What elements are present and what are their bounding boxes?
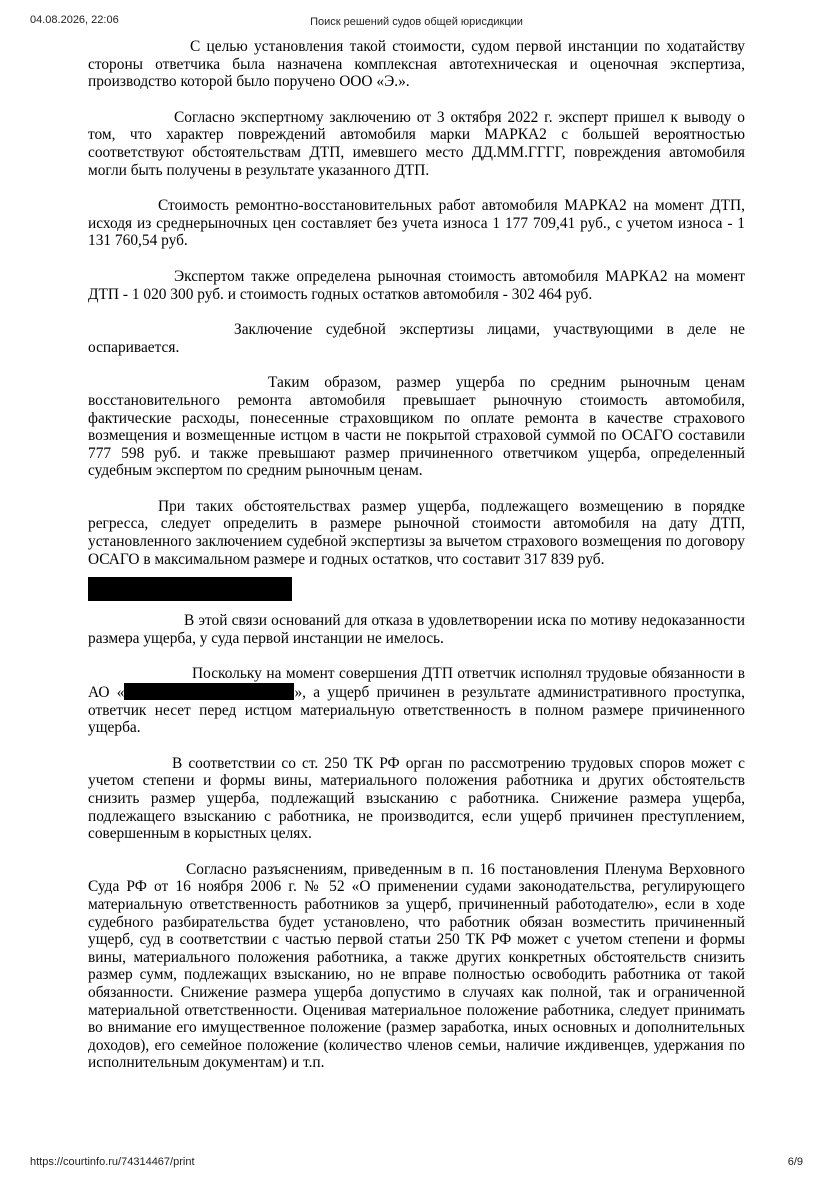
- redaction-company-name: [124, 683, 294, 700]
- paragraph-labor-duties-start: Поскольку на момент совершения ДТП ответчик исполнял трудовые обязанности в АО «: [88, 665, 745, 702]
- paragraph-expertise-appointed: С целью установления такой стоимости, судом первой инстанции по ходатайству стороны ответчика была назначена комплексная автотехническая и оценочная экспертиза, производство которой было поручено ООО «Э.».: [88, 38, 745, 91]
- page-number: 6/9: [787, 1156, 803, 1168]
- paragraph-repair-cost: Стоимость ремонтно-восстановительных работ автомобиля МАРКА2 на момент ДТП, исходя из среднерыночных цен составляет без учета износа 1 177 709,41 руб., с учетом износа - 1 131 760,54 руб.: [88, 197, 745, 250]
- redaction-block: [88, 577, 292, 601]
- paragraph-not-disputed: Заключение судебной экспертизы лицами, участвующими в деле не оспаривается.: [88, 321, 745, 356]
- document-body: [88, 38, 745, 1072]
- page-title: Поиск решений судов общей юрисдикции: [310, 16, 523, 28]
- paragraph-article-250: В соответствии со ст. 250 ТК РФ орган по рассмотрению трудовых споров может с учетом степени и формы вины, материального положения работника и других обстоятельств снизить размер ущерба, подлежащий взысканию с работника. Снижение размера ущерба, подлежащего взысканию с работника, не производится, если ущерб причинен преступлением, совершенным в корыстных целях.: [88, 754, 745, 843]
- print-url: https://courtinfo.ru/74314467/print: [30, 1156, 195, 1168]
- paragraph-damage-exceeds: Таким образом, размер ущерба по средним рыночным ценам восстановительного ремонта автомобиля превышает рыночную стоимость автомобиля, фактические расходы, понесенные страховщиком по оплате ремонта в качестве страхового возмещения и возмещенные истцом в части не покрытой страховой суммой по ОСАГО составили 777 598 руб. и также превышают размер причиненного ответчиком ущерба, определенный судебным экспертом по средним рыночным ценам.: [88, 374, 745, 480]
- print-date: 04.08.2026, 22:06: [30, 14, 119, 26]
- paragraph-labor-duties-end: », а ущерб причинен в результате административного проступка, ответчик несет перед истцом материальную ответственность в полном размере причиненного ущерба.: [88, 684, 745, 737]
- paragraph-labor-duties: [88, 665, 745, 736]
- paragraph-no-grounds: [88, 612, 745, 647]
- paragraph-market-value: Экспертом также определена рыночная стоимость автомобиля МАРКА2 на момент ДТП - 1 020 300 руб. и стоимость годных остатков автомобиля - 302 464 руб.: [88, 267, 745, 303]
- paragraph-expert-conclusion: Согласно экспертному заключению от 3 октября 2022 г. эксперт пришел к выводу о том, что характер повреждений автомобиля марки МАРКА2 с большей вероятностью соответствуют обстоятельствам ДТП, имевшего место ДД.ММ.ГГГГ, повреждения автомобиля могли быть получены в результате указанного ДТП.: [88, 108, 745, 179]
- paragraph-plenum-clarification: Согласно разъяснениям, приведенным в п. 16 постановления Пленума Верховного Суда РФ от 16 ноября 2006 г. № 52 «О применении судами законодательства, регулирующего материальную ответственность работников за ущерб, причиненный работодателю», если в ходе судебного разбирательства будет установлено, что работник обязан возместить причиненный ущерб, суд в соответствии с частью первой статьи 250 ТК РФ может с учетом степени и формы вины, материального положения работника, а также других конкретных обстоятельств снизить размер сумм, подлежащих взысканию, но не вправе полностью освободить работника от такой обязанности. Снижение размера ущерба допустимо в случаях как полной, так и ограниченной материальной ответственности. Оценивая материальное положение работника, следует принимать во внимание его имущественное положение (размер заработка, иных основных и дополнительных доходов), его семейное положение (количество членов семьи, наличие иждивенцев, удержания по исполнительным документам) и т.п.: [88, 860, 745, 1072]
- paragraph-regress-amount: При таких обстоятельствах размер ущерба, подлежащего возмещению в порядке регресса, следует определить в размере рыночной стоимости автомобиля на дату ДТП, установленного заключением судебной экспертизы за вычетом страхового возмещения по договору ОСАГО в максимальном размере и годных остатков, что составит 317 839 руб.: [88, 497, 745, 568]
- paragraph-no-grounds-text: В этой связи оснований для отказа в удовлетворении иска по мотиву недоказанности размера ущерба, у суда первой инстанции не имелось.: [88, 612, 745, 647]
